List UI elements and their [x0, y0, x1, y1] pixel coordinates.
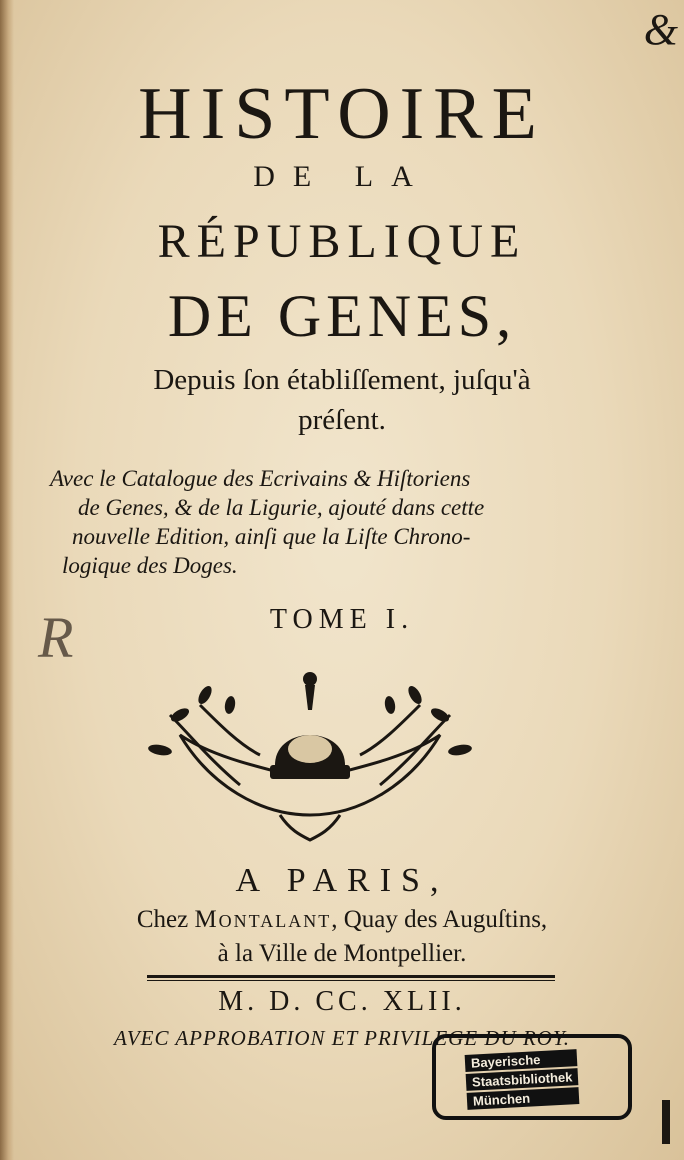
imprint-location: à la Ville de Montpellier.	[217, 940, 467, 967]
imprint-city: A PARIS,	[235, 862, 449, 899]
imprint-publisher-line	[0, 906, 684, 934]
title-line-4: DE GENES,	[167, 283, 517, 349]
title-line-1: HISTOIRE	[138, 73, 546, 155]
volume-label: TOME I.	[269, 604, 415, 635]
library-stamp	[432, 1034, 632, 1120]
imprint-publisher: Montalant	[194, 906, 332, 933]
imprint-address: , Quay des Auguſtins,	[331, 906, 548, 933]
divider-thick	[147, 975, 555, 978]
description-line-4: logique des Doges.	[62, 553, 238, 578]
stamp-line-3: München	[467, 1087, 580, 1110]
title-line-3: RÉPUBLIQUE	[157, 215, 527, 268]
library-mark-r: R	[38, 605, 74, 670]
stamp-line-1: Bayerische	[465, 1049, 578, 1072]
privilege-line: AVEC APPROBATION ET PRIVILEGE DU ROY.	[114, 1026, 570, 1050]
description-line-1: Avec le Catalogue des Ecrivains & Hiſtoriens	[50, 466, 471, 491]
title-line-2: DE LA	[253, 160, 431, 193]
floral-ornament-icon	[140, 665, 480, 845]
stamp-line-2: Staatsbibliothek	[466, 1068, 579, 1091]
subtitle-line-1: Depuis ſon établiſſement, juſqu'à	[153, 364, 531, 396]
corner-ampersand-mark: &	[643, 5, 678, 54]
margin-tick	[662, 1100, 670, 1144]
imprint-chez: Chez	[136, 906, 189, 933]
description-line-2: de Genes, & de la Ligurie, ajouté dans cette	[78, 495, 485, 520]
subtitle-line-2: préſent.	[298, 404, 386, 436]
description-block	[50, 464, 630, 580]
publication-date: M. D. CC. XLII.	[218, 986, 466, 1017]
divider-thin	[147, 980, 555, 981]
description-line-3: nouvelle Edition, ainſi que la Liſte Chrono-	[72, 524, 471, 549]
